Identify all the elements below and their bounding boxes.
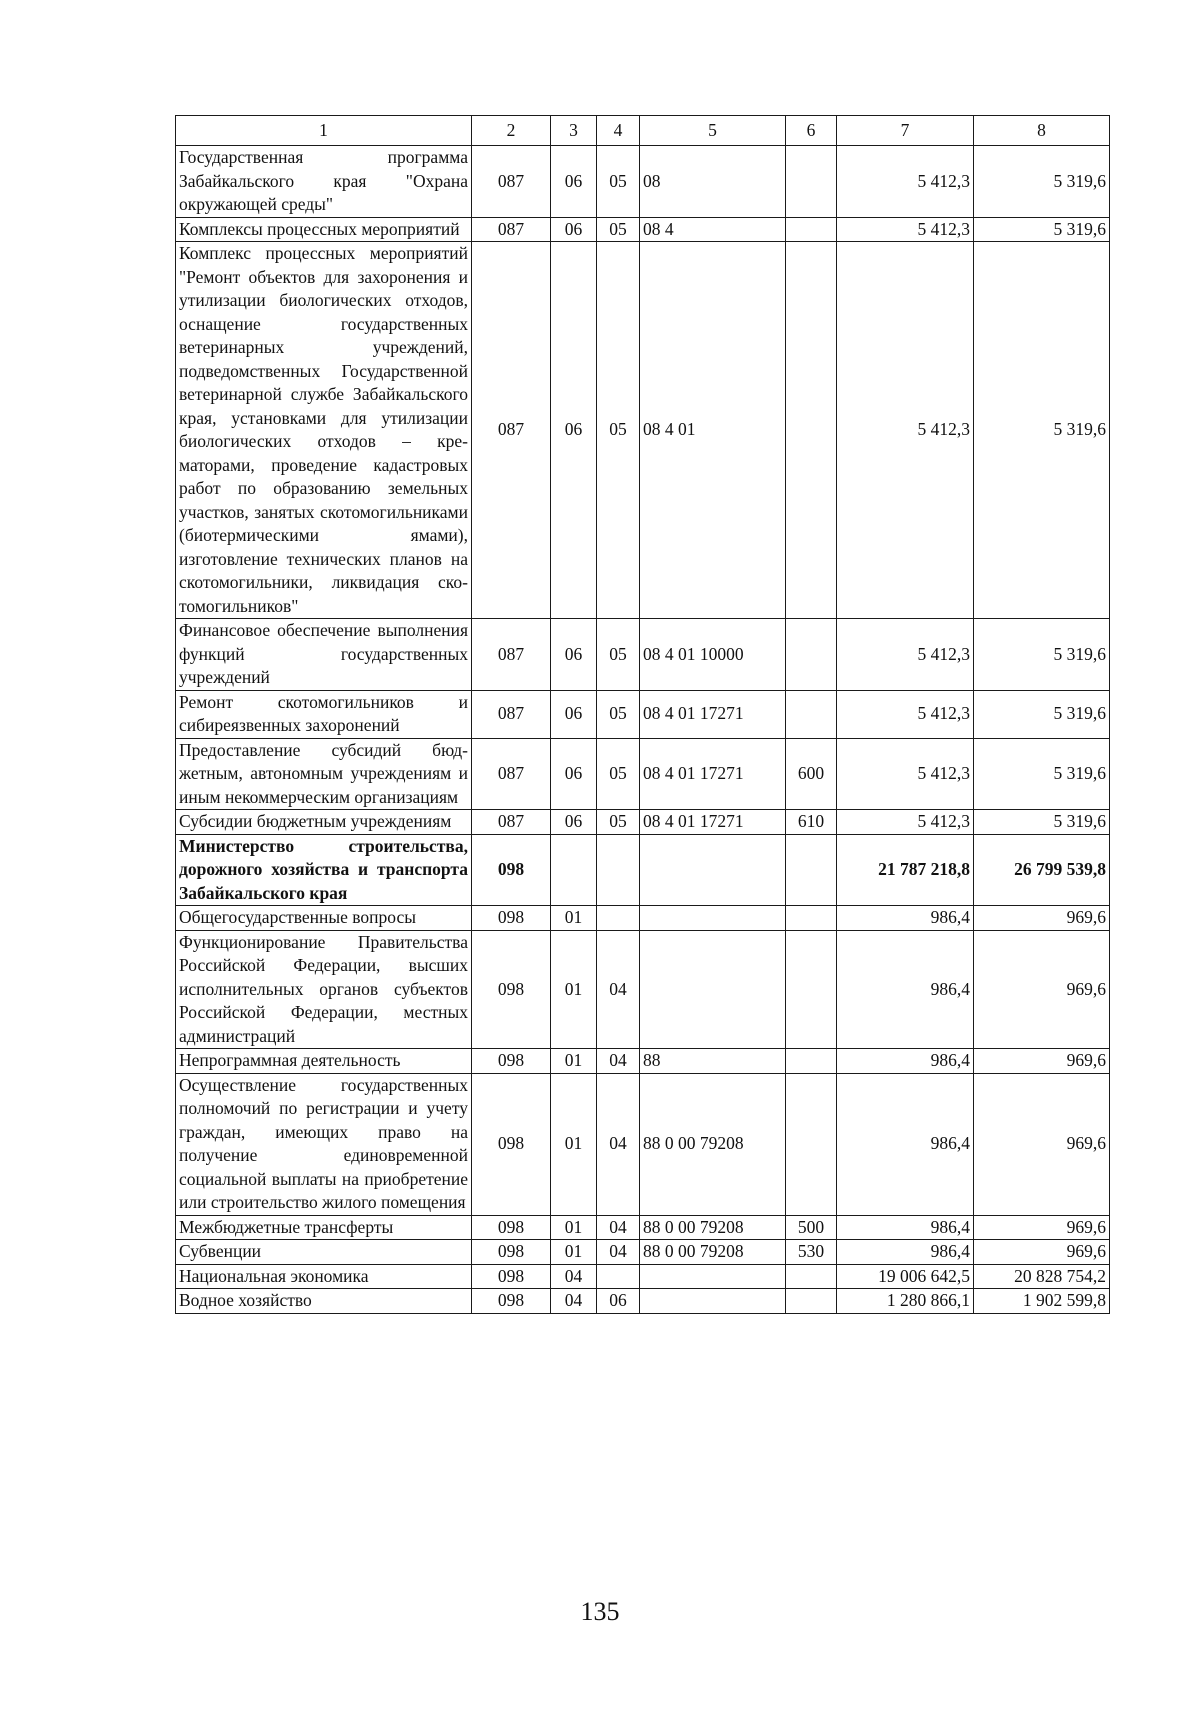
code-cell-4: 05 — [597, 738, 640, 810]
code-cell-5: 88 0 00 79208 — [640, 1073, 786, 1215]
amount-cell-7: 986,4 — [837, 906, 974, 931]
row-name-cell: Водное хозяйство — [176, 1289, 472, 1314]
code-cell-5 — [640, 834, 786, 906]
code-cell-5 — [640, 906, 786, 931]
amount-cell-8: 5 319,6 — [974, 738, 1110, 810]
amount-cell-8: 969,6 — [974, 930, 1110, 1049]
amount-cell-8: 5 319,6 — [974, 810, 1110, 835]
column-header: 6 — [786, 116, 837, 146]
code-cell-5 — [640, 1264, 786, 1289]
row-name-cell: Предоставление субсидий бюджетным, автономным учреждениям и иным некоммерческим организациям — [176, 738, 472, 810]
amount-cell-8: 26 799 539,8 — [974, 834, 1110, 906]
table-row — [176, 930, 1110, 1049]
code-cell-2: 098 — [472, 834, 551, 906]
code-cell-4 — [597, 834, 640, 906]
table-row — [176, 1073, 1110, 1215]
table-row — [176, 834, 1110, 906]
code-cell-5: 08 — [640, 146, 786, 218]
code-cell-6 — [786, 242, 837, 619]
amount-cell-7: 986,4 — [837, 1215, 974, 1240]
table-row — [176, 619, 1110, 691]
table-body — [176, 146, 1110, 1314]
code-cell-3: 06 — [551, 810, 597, 835]
row-name-cell: Субсидии бюджетным учреждениям — [176, 810, 472, 835]
code-cell-2: 087 — [472, 619, 551, 691]
row-name-cell: Комплексы процессных мероприятий — [176, 217, 472, 242]
code-cell-2: 098 — [472, 1289, 551, 1314]
code-cell-4: 05 — [597, 619, 640, 691]
code-cell-4: 05 — [597, 690, 640, 738]
table-row — [176, 1215, 1110, 1240]
table-row — [176, 1289, 1110, 1314]
row-name-cell: Межбюджетные трансферты — [176, 1215, 472, 1240]
code-cell-4: 04 — [597, 1049, 640, 1074]
amount-cell-7: 21 787 218,8 — [837, 834, 974, 906]
amount-cell-8: 969,6 — [974, 906, 1110, 931]
code-cell-6 — [786, 619, 837, 691]
table-row — [176, 1264, 1110, 1289]
code-cell-2: 098 — [472, 906, 551, 931]
code-cell-2: 087 — [472, 690, 551, 738]
column-header: 1 — [176, 116, 472, 146]
code-cell-3: 01 — [551, 930, 597, 1049]
row-name-cell: Непрограммная деятельность — [176, 1049, 472, 1074]
amount-cell-8: 20 828 754,2 — [974, 1264, 1110, 1289]
row-name-cell: Министерство строительства, дорожного хозяйства и транспорта Забайкальского края — [176, 834, 472, 906]
code-cell-3: 06 — [551, 146, 597, 218]
code-cell-6: 530 — [786, 1240, 837, 1265]
code-cell-2: 098 — [472, 1240, 551, 1265]
amount-cell-8: 1 902 599,8 — [974, 1289, 1110, 1314]
table-row — [176, 242, 1110, 619]
code-cell-4: 04 — [597, 930, 640, 1049]
code-cell-5: 08 4 01 17271 — [640, 690, 786, 738]
table-row — [176, 690, 1110, 738]
code-cell-4: 05 — [597, 810, 640, 835]
code-cell-3: 01 — [551, 1240, 597, 1265]
table-row — [176, 738, 1110, 810]
code-cell-6 — [786, 1264, 837, 1289]
code-cell-2: 087 — [472, 242, 551, 619]
amount-cell-7: 1 280 866,1 — [837, 1289, 974, 1314]
code-cell-3: 01 — [551, 1049, 597, 1074]
column-header: 8 — [974, 116, 1110, 146]
table-row — [176, 217, 1110, 242]
row-name-cell: Национальная экономика — [176, 1264, 472, 1289]
amount-cell-7: 5 412,3 — [837, 690, 974, 738]
code-cell-3: 06 — [551, 690, 597, 738]
amount-cell-8: 5 319,6 — [974, 242, 1110, 619]
amount-cell-7: 5 412,3 — [837, 738, 974, 810]
column-header: 5 — [640, 116, 786, 146]
row-name-cell: Государственная программа Забайкальского края "Охрана окружающей среды" — [176, 146, 472, 218]
code-cell-3: 01 — [551, 906, 597, 931]
amount-cell-7: 5 412,3 — [837, 810, 974, 835]
amount-cell-8: 5 319,6 — [974, 690, 1110, 738]
column-header: 3 — [551, 116, 597, 146]
code-cell-5: 08 4 01 17271 — [640, 810, 786, 835]
code-cell-3: 01 — [551, 1073, 597, 1215]
code-cell-5 — [640, 1289, 786, 1314]
code-cell-2: 098 — [472, 1215, 551, 1240]
code-cell-4: 06 — [597, 1289, 640, 1314]
row-name-cell: Комплекс процессных мероприятий "Ремонт объектов для захоронения и утилизации биологических отходов, оснащение государственных ветеринарных учреждений, подведомственных Государственной ветеринарной службе Забайкальского края, установками для утилизации биологических отходов – крематорами, проведение кадастровых работ по образованию земельных участков, занятых скотомогильниками (биотермическими ямами), изготовление технических планов на скотомогильники, ликвидация скотомогильников" — [176, 242, 472, 619]
code-cell-3 — [551, 834, 597, 906]
code-cell-3: 06 — [551, 738, 597, 810]
table-row — [176, 810, 1110, 835]
code-cell-3: 06 — [551, 242, 597, 619]
code-cell-4: 05 — [597, 146, 640, 218]
column-header: 2 — [472, 116, 551, 146]
code-cell-6: 500 — [786, 1215, 837, 1240]
code-cell-4 — [597, 1264, 640, 1289]
code-cell-2: 098 — [472, 1049, 551, 1074]
row-name-cell: Финансовое обеспечение выполнения функций государственных учреждений — [176, 619, 472, 691]
amount-cell-7: 5 412,3 — [837, 217, 974, 242]
code-cell-6 — [786, 690, 837, 738]
column-header: 7 — [837, 116, 974, 146]
amount-cell-7: 19 006 642,5 — [837, 1264, 974, 1289]
code-cell-2: 087 — [472, 217, 551, 242]
amount-cell-7: 986,4 — [837, 930, 974, 1049]
budget-table — [175, 115, 1110, 1314]
code-cell-3: 04 — [551, 1264, 597, 1289]
row-name-cell: Общегосударственные вопросы — [176, 906, 472, 931]
code-cell-6 — [786, 1049, 837, 1074]
amount-cell-8: 5 319,6 — [974, 217, 1110, 242]
row-name-cell: Осуществление государственных полномочий по регистрации и учету граждан, имеющих право на получение единовременной социальной выплаты на приобретение или строительство жилого помещения — [176, 1073, 472, 1215]
code-cell-3: 06 — [551, 217, 597, 242]
code-cell-6 — [786, 1289, 837, 1314]
code-cell-4: 05 — [597, 242, 640, 619]
code-cell-3: 06 — [551, 619, 597, 691]
code-cell-6 — [786, 1073, 837, 1215]
code-cell-5: 88 0 00 79208 — [640, 1215, 786, 1240]
code-cell-6: 610 — [786, 810, 837, 835]
row-name-cell: Субвенции — [176, 1240, 472, 1265]
code-cell-5: 88 0 00 79208 — [640, 1240, 786, 1265]
code-cell-4 — [597, 906, 640, 931]
code-cell-2: 087 — [472, 810, 551, 835]
amount-cell-8: 969,6 — [974, 1215, 1110, 1240]
amount-cell-7: 5 412,3 — [837, 242, 974, 619]
amount-cell-7: 986,4 — [837, 1073, 974, 1215]
amount-cell-7: 5 412,3 — [837, 146, 974, 218]
amount-cell-8: 969,6 — [974, 1073, 1110, 1215]
page-number: 135 — [580, 1597, 620, 1626]
code-cell-2: 098 — [472, 930, 551, 1049]
column-header: 4 — [597, 116, 640, 146]
code-cell-6 — [786, 146, 837, 218]
row-name-cell: Ремонт скотомогильников и сибиреязвенных захоронений — [176, 690, 472, 738]
amount-cell-7: 5 412,3 — [837, 619, 974, 691]
code-cell-6 — [786, 834, 837, 906]
row-name-cell: Функционирование Правительства Российской Федерации, высших исполнительных органов субъектов Российской Федерации, местных администраций — [176, 930, 472, 1049]
code-cell-6 — [786, 217, 837, 242]
code-cell-4: 04 — [597, 1240, 640, 1265]
code-cell-5: 08 4 01 — [640, 242, 786, 619]
code-cell-5 — [640, 930, 786, 1049]
code-cell-5: 08 4 — [640, 217, 786, 242]
amount-cell-7: 986,4 — [837, 1049, 974, 1074]
code-cell-2: 087 — [472, 738, 551, 810]
code-cell-5: 88 — [640, 1049, 786, 1074]
table-row — [176, 146, 1110, 218]
table-row — [176, 1049, 1110, 1074]
code-cell-6: 600 — [786, 738, 837, 810]
amount-cell-7: 986,4 — [837, 1240, 974, 1265]
table-header-row — [176, 116, 1110, 146]
code-cell-6 — [786, 930, 837, 1049]
code-cell-2: 098 — [472, 1073, 551, 1215]
amount-cell-8: 969,6 — [974, 1049, 1110, 1074]
table-row — [176, 906, 1110, 931]
code-cell-3: 04 — [551, 1289, 597, 1314]
code-cell-5: 08 4 01 10000 — [640, 619, 786, 691]
code-cell-5: 08 4 01 17271 — [640, 738, 786, 810]
table-row — [176, 1240, 1110, 1265]
amount-cell-8: 5 319,6 — [974, 146, 1110, 218]
code-cell-2: 087 — [472, 146, 551, 218]
code-cell-4: 04 — [597, 1215, 640, 1240]
code-cell-4: 04 — [597, 1073, 640, 1215]
amount-cell-8: 5 319,6 — [974, 619, 1110, 691]
code-cell-6 — [786, 906, 837, 931]
code-cell-4: 05 — [597, 217, 640, 242]
code-cell-2: 098 — [472, 1264, 551, 1289]
amount-cell-8: 969,6 — [974, 1240, 1110, 1265]
code-cell-3: 01 — [551, 1215, 597, 1240]
